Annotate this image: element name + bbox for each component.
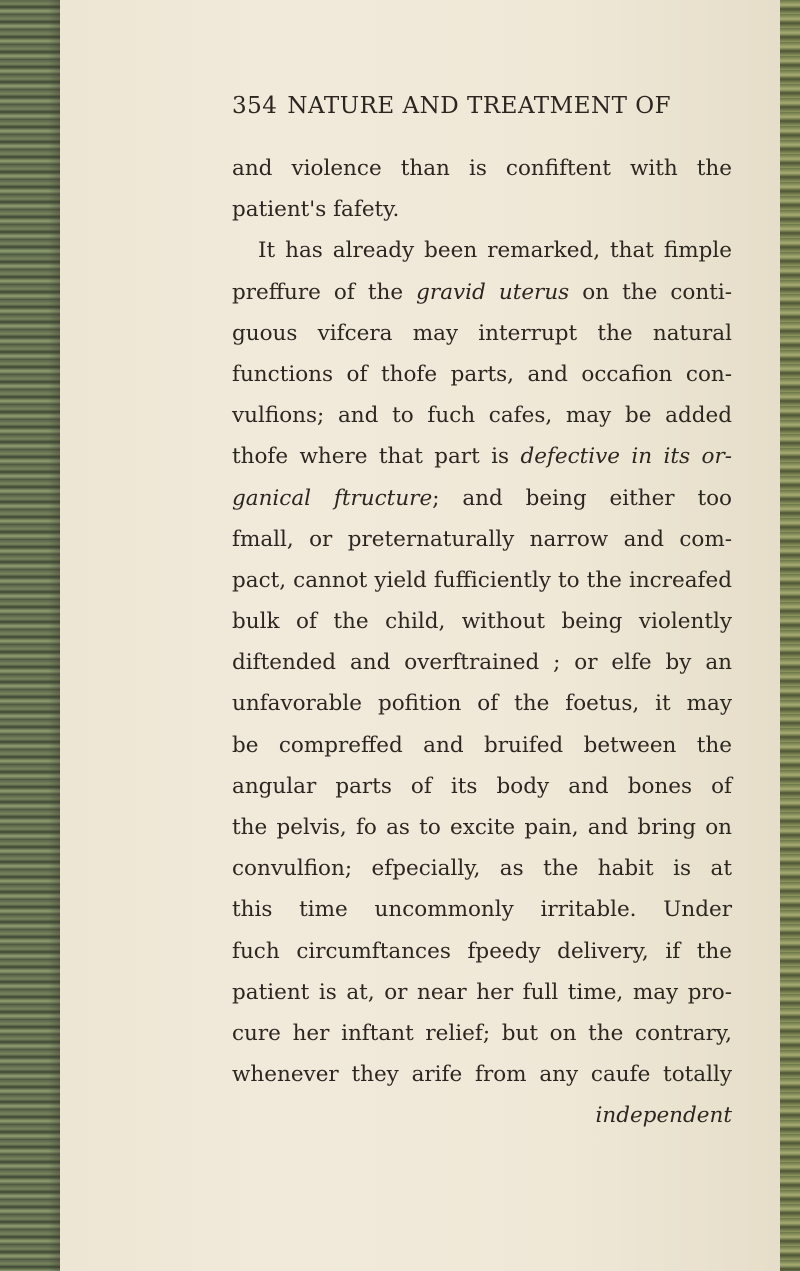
text-line: It has already been remarked, that fimple (258, 238, 732, 264)
page-number: 354 (232, 93, 278, 119)
text-line: patient's fafety. (232, 197, 400, 223)
text-line: fuch circumftances fpeedy delivery, if the (232, 938, 732, 964)
text-line: thofe where that part is defective in its or- (232, 444, 732, 470)
body-text (232, 148, 732, 1137)
book-edge-right (780, 0, 800, 1271)
text-line: this time uncommonly irritable. Under (232, 897, 732, 923)
text-line: convulfion; efpecially, as the habit is at (232, 856, 732, 882)
text-line: vulfions; and to fuch cafes, may be added (232, 403, 732, 429)
italic-term: ganical ftructure (232, 485, 433, 511)
text-line: be compreffed and bruifed between the (232, 732, 732, 758)
text-line: unfavorable pofition of the foetus, it may (232, 691, 732, 717)
italic-term: defective in its or- (520, 444, 732, 470)
text-line: diftended and overftrained ; or elfe by an (232, 650, 732, 676)
running-title: NATURE AND TREATMENT OF (287, 93, 672, 119)
text-line: fmall, or preternaturally narrow and com- (232, 526, 732, 552)
text-line: the pelvis, fo as to excite pain, and bring on (232, 815, 732, 840)
text-line: and violence than is confiftent with the (232, 156, 732, 181)
text-line: ganical ftructure; and being either too (232, 485, 732, 511)
page-header (232, 93, 692, 119)
text-line: patient is at, or near her full time, may pro- (232, 979, 732, 1005)
text-line: bulk of the child, without being violently (232, 609, 732, 635)
book-binding-left (0, 0, 62, 1271)
catchword: independent (595, 1103, 732, 1129)
text-line: cure her inftant relief; but on the contrary, (232, 1020, 732, 1046)
text-line: pact, cannot yield fufficiently to the increafed (232, 567, 732, 593)
italic-term: gravid uterus (416, 279, 570, 305)
text-line: preffure of the gravid uterus on the conti- (232, 279, 732, 305)
text-line: guous vifcera may interrupt the natural (232, 320, 732, 346)
text-line: functions of thofe parts, and occafion con- (232, 361, 732, 387)
text-line: whenever they arife from any caufe totally (232, 1062, 732, 1088)
text-line: angular parts of its body and bones of (232, 773, 732, 799)
